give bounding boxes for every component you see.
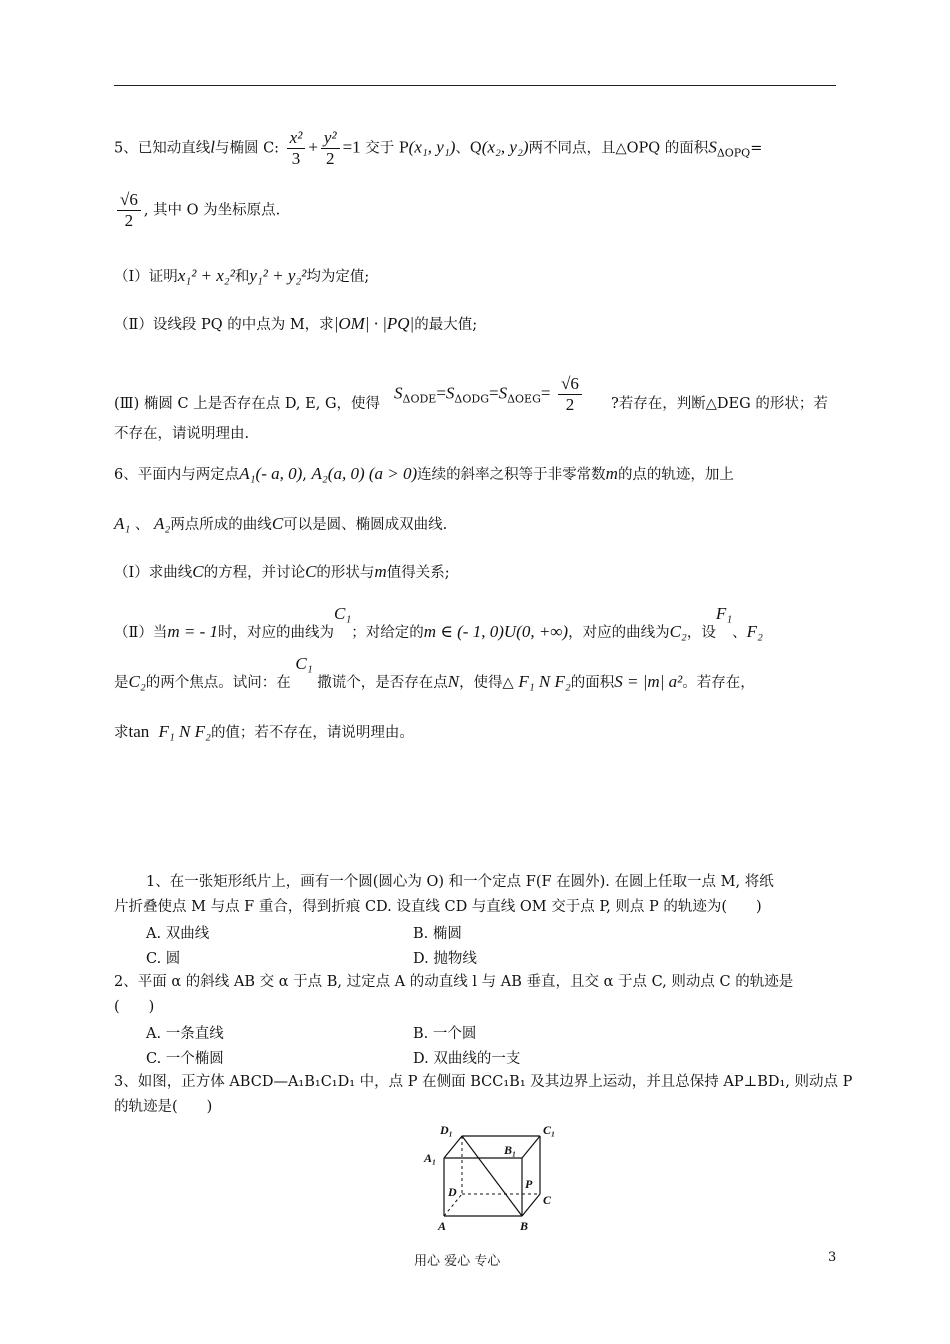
var-m-2: m (374, 562, 387, 581)
mc-q2-option-a: A. 一条直线 (146, 1026, 224, 1042)
point-n: N (447, 672, 460, 691)
mc-q1-line1 (146, 872, 774, 892)
p3-tail2: 不存在，请说明理由. (114, 426, 250, 442)
q6-p2-a: （Ⅱ）当 (114, 625, 168, 641)
triangle-f1nf2: F₁ N F₂ (518, 672, 571, 691)
q6-p2-k: 的面积 (570, 675, 615, 691)
q5-part-3-tail (611, 394, 828, 414)
page-number: 3 (828, 1250, 837, 1265)
area-formula: S = |m| a² (614, 672, 683, 691)
mc-q1-text1: 1、在一张矩形纸片上，画有一个圆(圆心为 O) 和一个定点 F(F 在圆外). 在圆上任取一点 M, 将纸 (146, 874, 774, 890)
om-pq-expr: |OM| · |PQ| (333, 314, 415, 333)
p1-and: 和 (234, 269, 250, 285)
curve-c-1: C (192, 562, 204, 581)
q6-mid: 连续的斜率之积等于非零常数 (417, 467, 606, 483)
q5-part-3-label (114, 394, 380, 414)
cube-figure (420, 1120, 570, 1235)
area-symbol: S (708, 137, 717, 157)
curve-c-2: C (305, 562, 317, 581)
q6-intro: 6、平面内与两定点 (114, 467, 240, 483)
mc-q1-line2 (114, 897, 762, 917)
q6-curve-types: 可以是圆、椭圆成双曲线. (283, 517, 448, 533)
mc-q2-line1 (114, 972, 793, 992)
q6-p1-c: 的形状与 (316, 565, 375, 581)
q6-p2-i: 撒谎个，是否存在点 (317, 675, 448, 691)
q-coord: (x₂, y₂) (481, 137, 529, 157)
mc-q2-line2 (114, 997, 154, 1017)
s1: S (394, 383, 403, 403)
edge-a1-d1 (444, 1136, 462, 1158)
mc-q1-option-b: B. 椭圆 (413, 926, 462, 942)
label-d: D (448, 1185, 457, 1199)
label-p: P (525, 1177, 533, 1191)
q5-line-1: 5、已知动直线l与椭圆 C: $\frac{\text{x²}}{3}$ + $\frac{\text{y²}}{2}$ =1 交于 P(x₁, y₁)、Q(x₂, y₂)两不同点，且△OPQ 的面积$S_{\Delta OPQ}=$ (114, 128, 763, 168)
q6-p2-h: 的两个焦点。试问：在 (145, 675, 291, 691)
area-eq: = (750, 140, 763, 157)
q6-sep: 、 (134, 517, 150, 533)
p1-tail: 均为定值; (306, 269, 370, 285)
point-a1: A₁(- a, 0) (239, 464, 303, 483)
q6-p2-d: ，对应的曲线为 (568, 625, 670, 641)
header-rule (114, 85, 836, 86)
q6-comma: , (302, 467, 307, 483)
label-c: C (543, 1193, 552, 1207)
s1-sub: ΔODE (402, 392, 437, 406)
q5-intro: 5、已知动直线 (114, 140, 211, 157)
p1-label: （Ⅰ）证明 (114, 269, 178, 285)
p2-label: （Ⅱ）设线段 PQ 的中点为 M，求 (114, 317, 334, 333)
q6-p2-j: ，使得△ (459, 675, 514, 691)
mc-q2-option-b: B. 一个圆 (413, 1026, 477, 1042)
q5-line-2 (114, 190, 280, 231)
q5-part-2 (114, 314, 477, 335)
p2-tail: 的最大值; (414, 317, 478, 333)
mc-q2-text2: ( ) (114, 999, 155, 1015)
mc-q2-option-d: D. 双曲线的一支 (413, 1051, 521, 1067)
edge-b-c (522, 1194, 540, 1216)
curve-c2: C₂ (669, 622, 687, 641)
var-l: l (210, 137, 215, 157)
mc-q1-option-a: A. 双曲线 (146, 926, 210, 942)
label-b: B (520, 1219, 529, 1233)
q6-p2-ask: 求 (114, 725, 129, 741)
mc-q3-text1: 3、如图，正方体 ABCD—A₁B₁C₁D₁ 中，点 P 在侧面 BCC₁B₁ 及其边界上运动，并且总保持 AP⊥BD₁, 则动点 P (114, 1074, 853, 1090)
mc-q1-option-d: D. 抛物线 (413, 951, 477, 967)
q6-part-2-line-2 (114, 654, 755, 693)
q6-p1-d: 值得关系; (386, 565, 450, 581)
q5-part-1 (114, 266, 369, 287)
tan-label: tan (128, 722, 150, 741)
q6-part-2-line-1 (114, 604, 763, 643)
mc-q2-text1: 2、平面 α 的斜线 AB 交 α 于点 B, 过定点 A 的动直线 l 与 AB 垂直，且交 α 于点 C, 则动点 C 的轨迹是 (114, 974, 794, 990)
q6-line-1 (114, 464, 734, 485)
origin-note: , 其中 O 为坐标原点. (143, 202, 281, 219)
q6-part-1 (114, 562, 450, 583)
q6-p2-e: ，设 (686, 625, 716, 641)
q6-p2-l: 。若存在， (682, 675, 755, 691)
q6-tail: 的点的轨迹，加上 (617, 467, 734, 483)
q6-p2-c: ；对给定的 (351, 625, 424, 641)
q5-part-3-tail2 (114, 424, 249, 444)
p-coord: (x₁, y₁) (408, 137, 456, 157)
q5-sep: 、Q (455, 140, 482, 157)
q5-part-3-equation: $S_{\Delta ODE}=S_{\Delta ODG}=S_{\Delta OEG}=$ $\frac{√6}{2}$ (394, 374, 585, 415)
s2-sub: ΔODG (454, 392, 489, 406)
angle-f1nf2: F₁ N F₂ (158, 722, 211, 741)
s3-sub: ΔOEG (507, 392, 541, 406)
mc-q1-text2: 片折叠使点 M 与点 F 重合，得到折痕 CD. 设直线 CD 与直线 OM 交于点 P, 则点 P 的轨迹为( ) (114, 899, 762, 915)
label-d1: D₁ (440, 1123, 453, 1137)
m-range: m ∈ (- 1, 0)U(0, +∞) (423, 622, 569, 641)
focus-f2: F₂ (746, 622, 763, 641)
a2-label: A₂ (154, 514, 171, 533)
mc-q3-line1 (114, 1072, 852, 1092)
p3-tail: ?若存在，判断△DEG 的形状；若 (611, 396, 828, 412)
curve-c1: C₁ (334, 604, 352, 623)
q5-rest: 两不同点，且△OPQ 的面积 (528, 140, 709, 157)
curve-c2-b: C₂ (128, 672, 146, 691)
point-a2: A₂(a, 0) (a > 0) (311, 464, 418, 483)
q6-line-2 (114, 514, 447, 535)
sqrt6-over-2-b: $\frac{√6}{2}$ (558, 374, 582, 415)
mc-q1-option-c: C. 圆 (146, 951, 181, 967)
a1-label: A₁ (114, 514, 131, 533)
fraction-x: $\frac{\text{x²}}{3}$ (287, 128, 306, 169)
q6-p2-n: 的值；若不存在，请说明理由。 (210, 725, 414, 741)
mc-q3-line2 (114, 1097, 212, 1117)
q5-meet: 交于 P (365, 140, 409, 157)
q5-ellipse-label: 与椭圆 C: (214, 140, 280, 157)
eq-rhs: =1 (342, 137, 361, 157)
s3: S (498, 383, 508, 403)
sqrt6-over-2: $\frac{√6}{2}$ (117, 190, 141, 231)
y-sum-expr: y₁² + y₂² (249, 266, 307, 285)
mc-q2-option-c: C. 一个椭圆 (146, 1051, 224, 1067)
q6-p2-f: 、 (732, 625, 747, 641)
label-c1: C₁ (543, 1123, 556, 1137)
q6-part-2-line-3 (114, 722, 414, 743)
q6-curve-text: 两点所成的曲线 (170, 517, 272, 533)
s2: S (445, 383, 455, 403)
fraction-y: $\frac{\text{y²}}{2}$ (321, 128, 340, 169)
label-a: A (438, 1219, 447, 1233)
q6-p2-g: 是 (114, 675, 129, 691)
q6-p1-a: （Ⅰ）求曲线 (114, 565, 193, 581)
area-sub: ΔOPQ (716, 146, 751, 160)
q6-p2-b: 时，对应的曲线为 (218, 625, 335, 641)
p3-label: (Ⅲ) 椭圆 C 上是否存在点 D, E, G，使得 (114, 396, 381, 412)
x-sum-expr: x₁² + x₂² (177, 266, 235, 285)
label-b1: B₁ (504, 1143, 517, 1157)
var-m: m (605, 464, 618, 483)
edge-b1-c1 (522, 1136, 540, 1158)
curve-c1-b: C₁ (295, 654, 313, 673)
mc-q3-text2: 的轨迹是( ) (114, 1099, 213, 1115)
label-a1: A₁ (424, 1151, 437, 1165)
focus-f1: F₁ (715, 604, 733, 623)
m-eq-minus-one: m = - 1 (167, 622, 219, 641)
q6-p1-b: 的方程，并讨论 (203, 565, 306, 581)
footer-text: 用心 爱心 专心 (414, 1254, 501, 1269)
curve-c: C (271, 514, 284, 533)
